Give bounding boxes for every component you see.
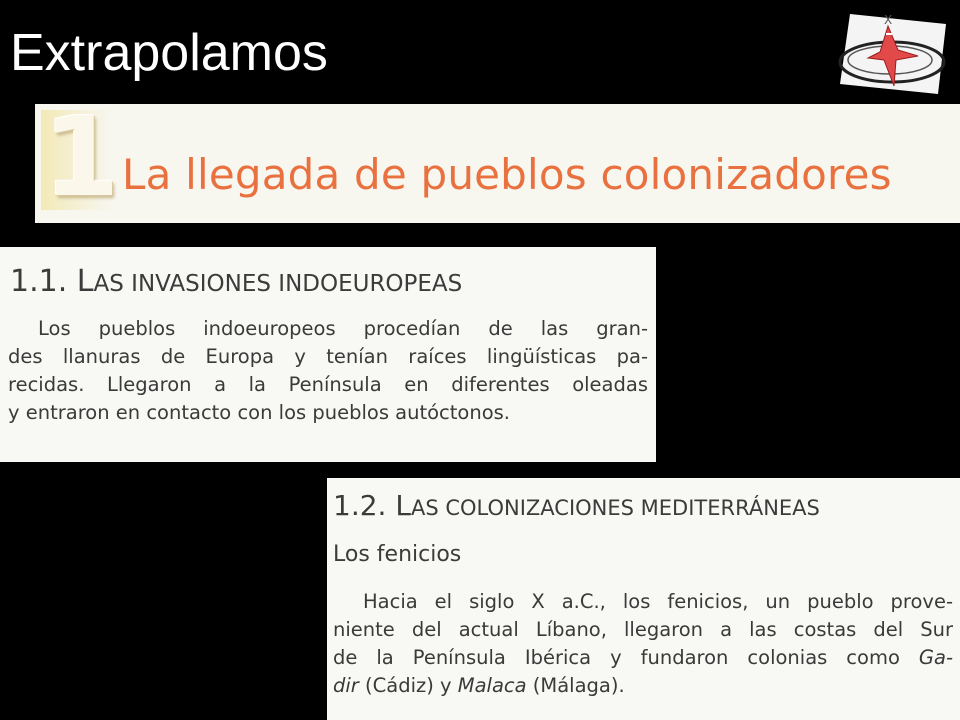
paragraph-line: Los pueblos indoeuropeos procedían de las gran-	[38, 317, 648, 340]
heading-initial: L	[76, 264, 94, 299]
heading-rest: AS COLONIZACIONES MEDITERRÁNEAS	[410, 496, 820, 520]
section-paragraph	[8, 315, 648, 427]
paragraph-line: niente del actual Líbano, llegaron a las costas del Sur	[333, 618, 953, 641]
section-number: 1.2.	[333, 489, 387, 522]
heading-rest: AS INVASIONES INDOEUROPEAS	[93, 271, 463, 297]
paragraph-line: de la Península Ibérica y fundaron colonias como Ga-	[333, 646, 953, 669]
section-paragraph	[333, 588, 953, 700]
logo-icon	[828, 8, 950, 98]
paragraph-line: recidas. Llegaron a la Península en diferentes oleadas	[8, 373, 648, 396]
section-indoeuropeas	[0, 247, 656, 462]
logo-label: X	[884, 13, 893, 27]
unit-number: 1	[43, 104, 120, 221]
section-number: 1.1.	[10, 264, 68, 299]
paragraph-line: dir (Cádiz) y Malaca (Málaga).	[333, 674, 625, 697]
heading-initial: L	[395, 489, 411, 522]
paragraph-line: y entraron en contacto con los pueblos autóctonos.	[8, 401, 511, 424]
unit-title: La llegada de pueblos colonizadores	[122, 150, 892, 199]
section-mediterraneas	[327, 478, 960, 720]
section-heading	[333, 487, 820, 527]
paragraph-line: Hacia el siglo X a.C., los fenicios, un pueblo prove-	[363, 590, 953, 613]
section-heading	[10, 262, 462, 304]
slide-title: Extrapolamos	[10, 24, 328, 82]
subheading-fenicios: Los fenicios	[333, 542, 462, 567]
unit-banner	[35, 104, 960, 223]
paragraph-line: des llanuras de Europa y tenían raíces lingüísticas pa-	[8, 345, 648, 368]
